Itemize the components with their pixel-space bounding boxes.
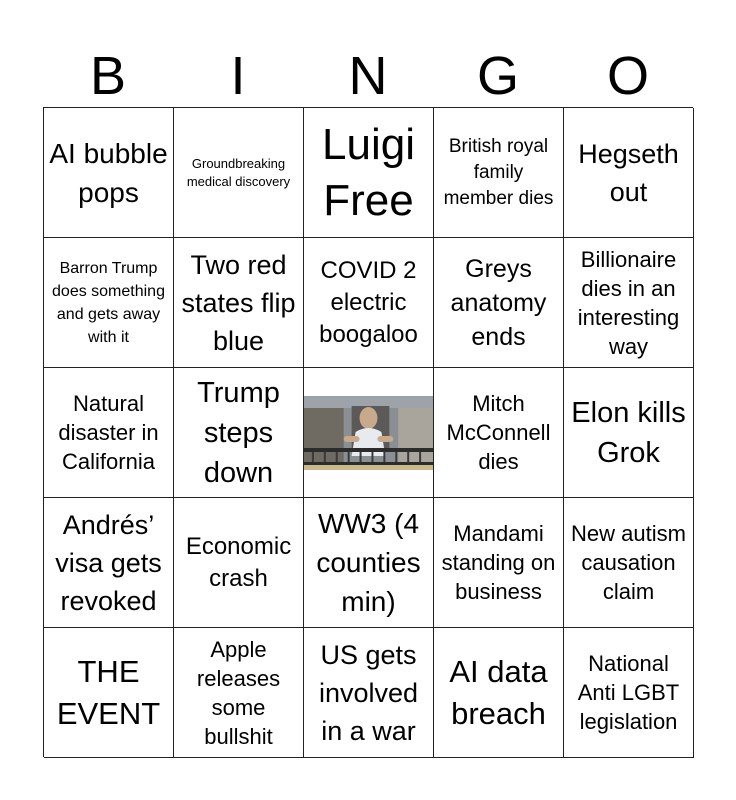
header-letter-n: N [348,46,388,106]
bingo-cell[interactable] [44,238,174,368]
header-letter-b: B [89,46,127,106]
cell-text: Hegseth out [578,138,679,207]
bingo-cell[interactable] [174,498,304,628]
bingo-cell[interactable] [44,368,174,498]
bingo-cell[interactable] [44,498,174,628]
cell-text: Elon kills Grok [571,396,686,469]
bingo-cell[interactable] [174,238,304,368]
bingo-cell[interactable] [44,628,174,758]
cell-text: Greys anatomy ends [450,254,547,351]
cell-text: Two red states flip blue [181,249,296,356]
bingo-cell[interactable] [304,108,434,238]
bingo-cell[interactable] [304,238,434,368]
bingo-cell[interactable] [174,368,304,498]
bingo-cell[interactable] [434,628,564,758]
cell-text: Apple releases some bullshit [196,636,281,749]
bingo-cell[interactable] [174,108,304,238]
bingo-cell[interactable] [434,108,564,238]
cell-text: Groundbreaking medical discovery [186,155,291,189]
bingo-header [43,44,693,108]
header-letter-o: O [606,46,649,106]
bingo-card-grid [43,107,693,757]
bingo-cell[interactable] [564,108,694,238]
cell-text: National Anti LGBT legislation [577,651,680,734]
bingo-cell[interactable] [304,628,434,758]
cell-text: Luigi Free [322,119,415,225]
header-letter-g: G [476,46,519,106]
bingo-cell[interactable] [564,238,694,368]
bingo-cell[interactable] [564,368,694,498]
cell-text: AI bubble pops [49,137,168,208]
man-on-balcony-photo [304,396,433,470]
cell-text: AI data breach [449,653,548,731]
cell-text: Billionaire dies in an interesting way [577,246,680,359]
bingo-cell[interactable] [564,628,694,758]
cell-text: Mandami standing on business [441,521,556,604]
bingo-cell[interactable] [434,238,564,368]
cell-text: COVID 2 electric boogaloo [319,256,418,348]
cell-text: Trump steps down [197,376,280,489]
cell-text: Natural disaster in California [58,391,159,474]
cell-text: Economic crash [185,532,292,592]
cell-text: New autism causation claim [571,521,686,604]
cell-text: British royal family member dies [443,135,554,209]
bingo-cell[interactable] [564,498,694,628]
cell-text: THE EVENT [56,653,161,731]
free-space-cell[interactable] [304,368,434,498]
cell-text: US gets involved in a war [318,639,419,746]
bingo-cell[interactable] [304,498,434,628]
bingo-cell[interactable] [174,628,304,758]
cell-text: Mitch McConnell dies [446,391,551,474]
cell-text: WW3 (4 counties min) [316,508,421,617]
header-letter-i: I [230,46,246,106]
cell-text: Andrés’ visa gets revoked [55,509,162,616]
bingo-cell[interactable] [434,498,564,628]
bingo-cell[interactable] [44,108,174,238]
cell-text: Barron Trump does something and gets away with it [52,259,165,346]
bingo-cell[interactable] [434,368,564,498]
